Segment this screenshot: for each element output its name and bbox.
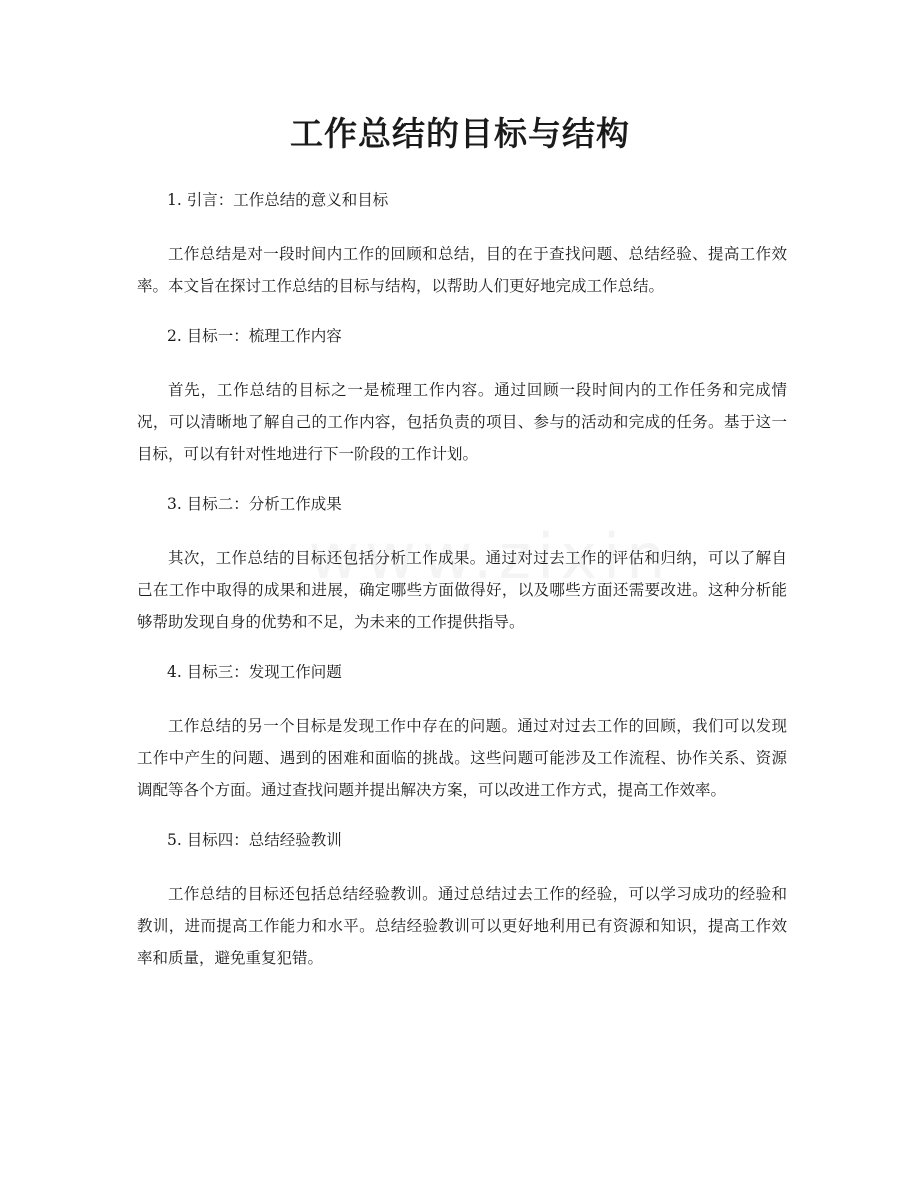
section-paragraph: 工作总结是对一段时间内工作的回顾和总结，目的在于查找问题、总结经验、提高工作效率。本文旨在探讨工作总结的目标与结构，以帮助人们更好地完成工作总结。: [137, 245, 787, 295]
section-heading: 1. 引言：工作总结的意义和目标: [167, 191, 389, 209]
section-heading: 2. 目标一：梳理工作内容: [167, 327, 342, 345]
document-body: [137, 182, 787, 990]
section-goal-one: [137, 318, 787, 470]
page-title: 工作总结的目标与结构: [290, 114, 630, 153]
section-heading: 5. 目标四：总结经验教训: [167, 831, 342, 849]
section-paragraph: 工作总结的另一个目标是发现工作中存在的问题。通过对过去工作的回顾，我们可以发现工作中产生的问题、遇到的困难和面临的挑战。这些问题可能涉及工作流程、协作关系、资源调配等各个方面。通过查找问题并提出解决方案，可以改进工作方式，提高工作效率。: [137, 717, 787, 799]
section-goal-two: [137, 486, 787, 638]
section-paragraph: 工作总结的目标还包括总结经验教训。通过总结过去工作的经验，可以学习成功的经验和教训，进而提高工作能力和水平。总结经验教训可以更好地利用已有资源和知识，提高工作效率和质量，避免重复犯错。: [137, 885, 787, 967]
section-paragraph: 首先，工作总结的目标之一是梳理工作内容。通过回顾一段时间内的工作任务和完成情况，可以清晰地了解自己的工作内容，包括负责的项目、参与的活动和完成的任务。基于这一目标，可以有针对性地进行下一阶段的工作计划。: [137, 381, 787, 463]
section-goal-three: [137, 654, 787, 806]
section-introduction: [137, 182, 787, 302]
section-goal-four: [137, 822, 787, 974]
section-heading: 4. 目标三：发现工作问题: [167, 663, 342, 681]
section-paragraph: 其次，工作总结的目标还包括分析工作成果。通过对过去工作的评估和归纳，可以了解自己在工作中取得的成果和进展，确定哪些方面做得好，以及哪些方面还需要改进。这种分析能够帮助发现自身的优势和不足，为未来的工作提供指导。: [137, 549, 787, 631]
section-heading: 3. 目标二：分析工作成果: [167, 495, 342, 513]
